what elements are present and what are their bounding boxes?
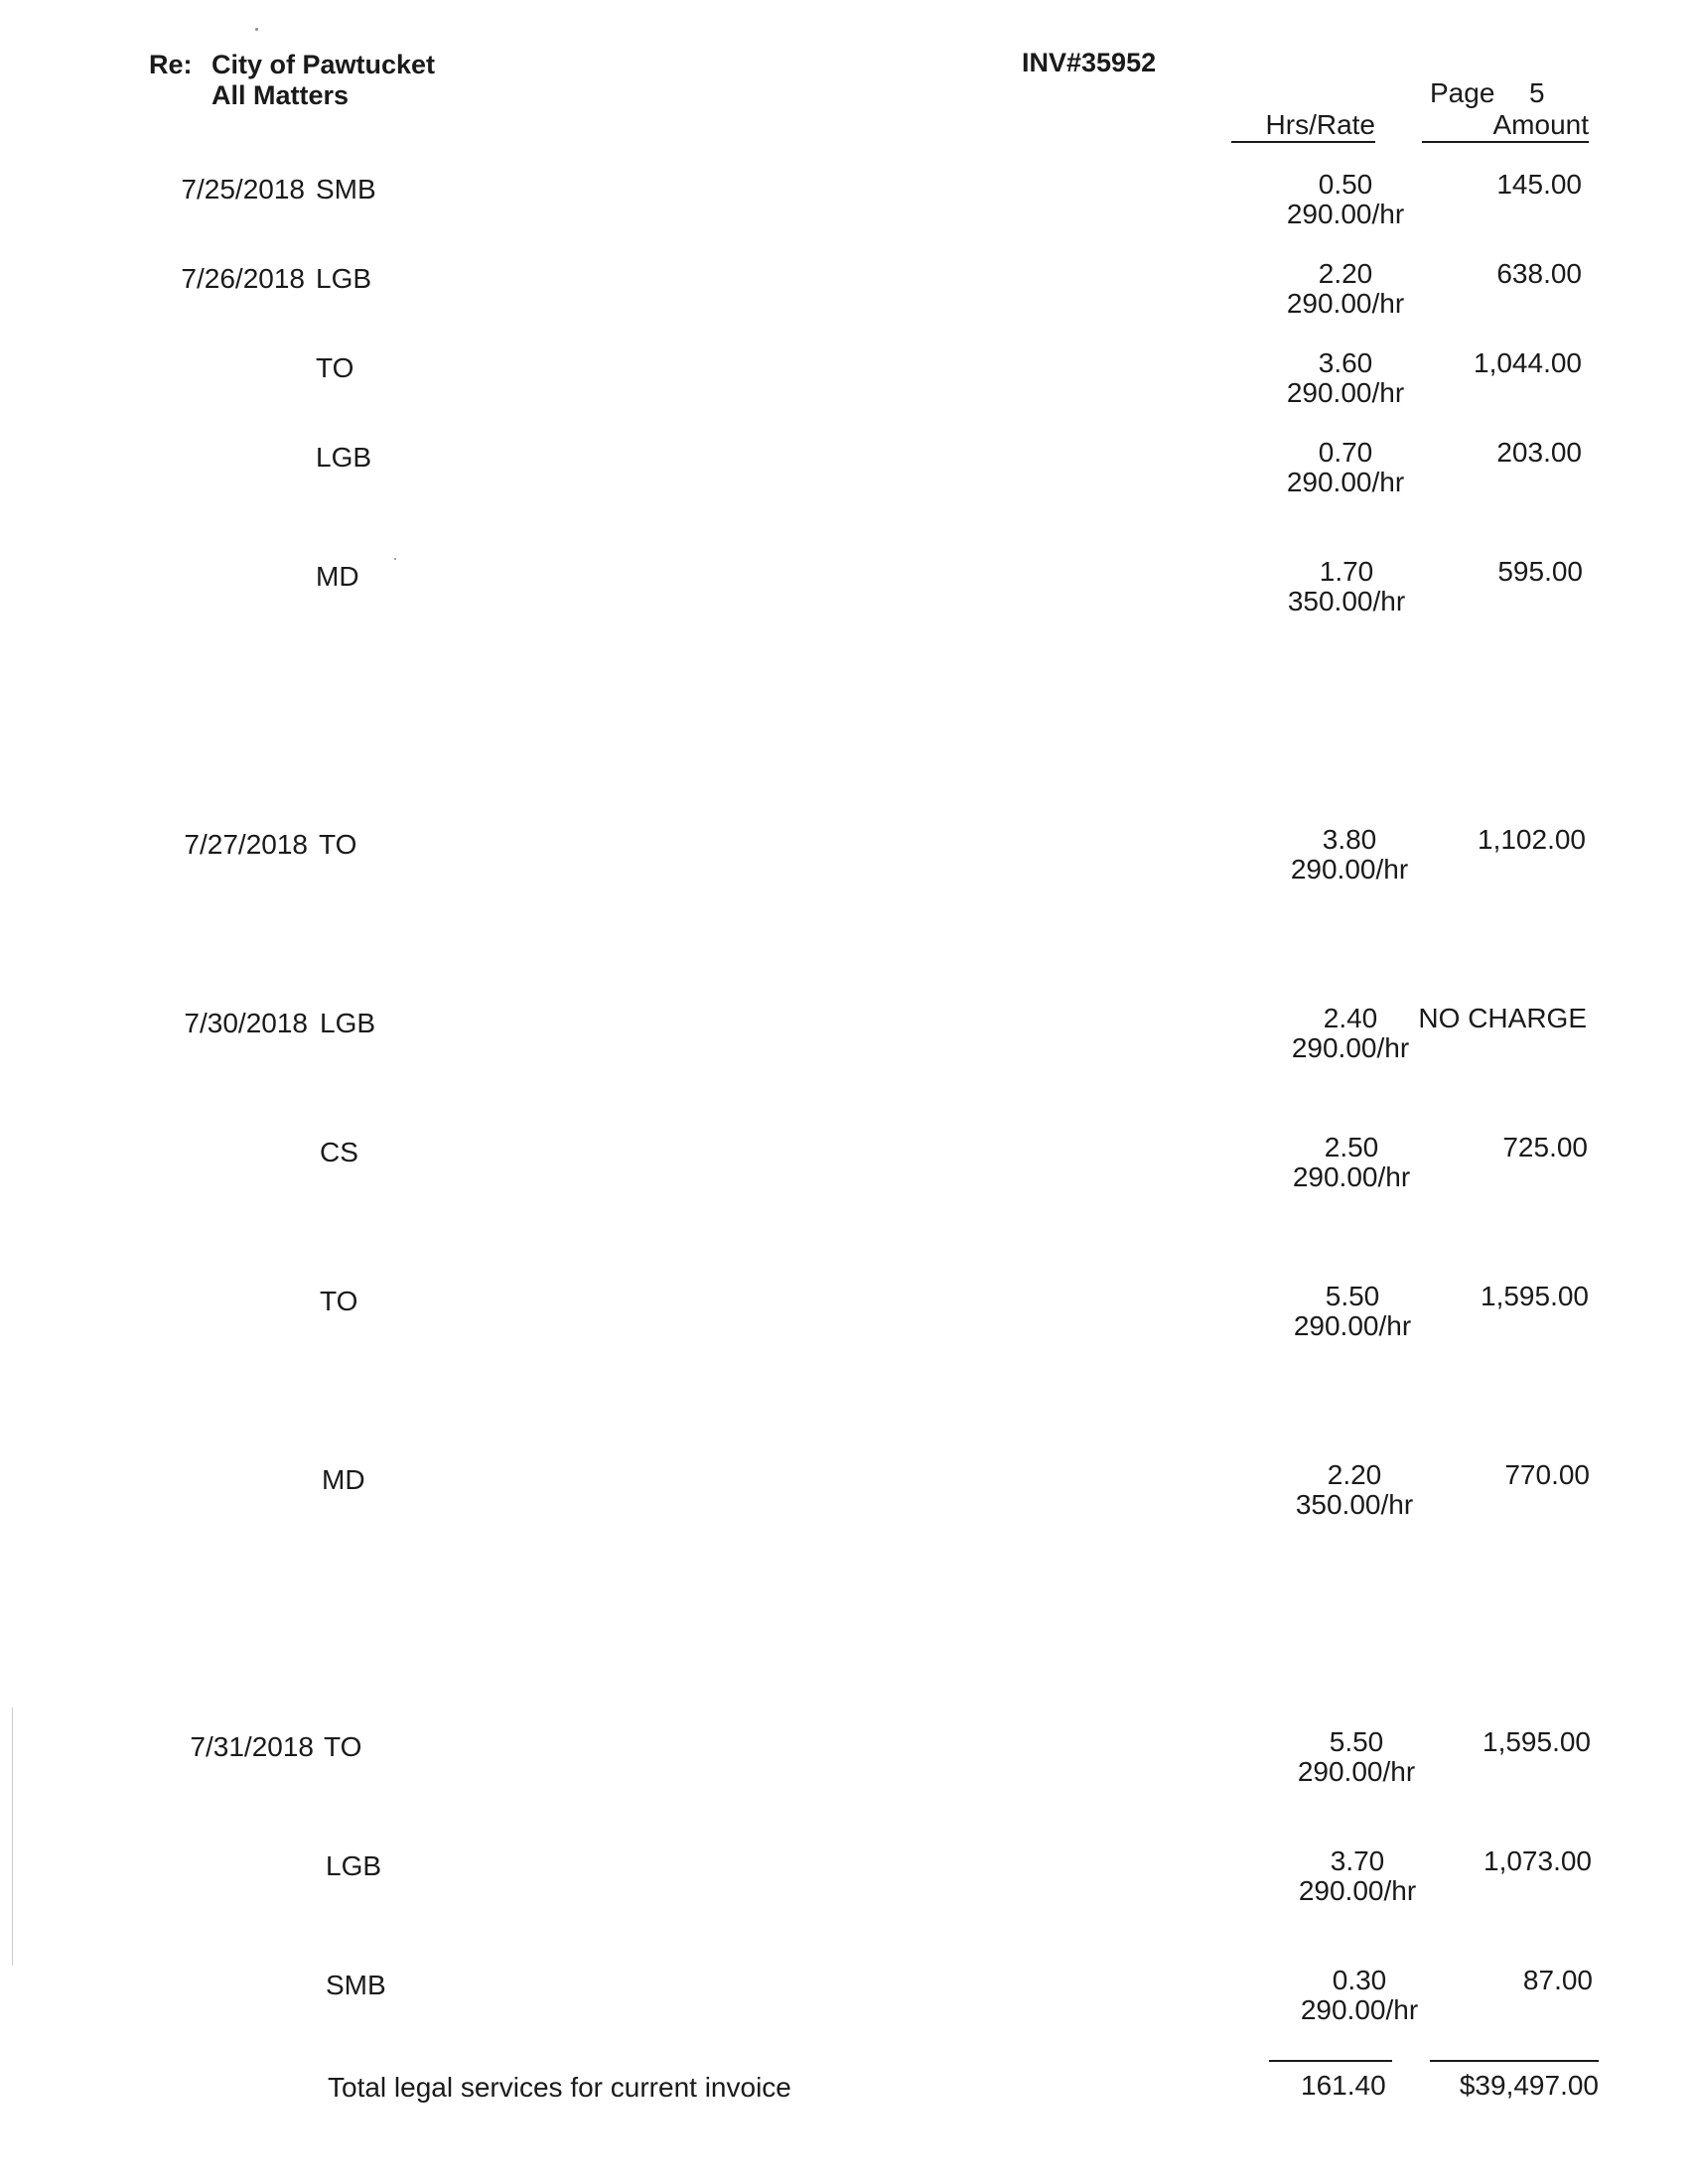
entry-hours: 3.60 — [1318, 347, 1373, 378]
entry-rate: 290.00/hr — [1291, 1032, 1410, 1063]
entry-hours: 2.20 — [1327, 1459, 1382, 1490]
entry-initials: TO — [320, 1286, 358, 1316]
entry-amount: 638.00 — [1496, 258, 1582, 289]
entry-rate: 290.00/hr — [1286, 467, 1405, 497]
entry-initials: LGB — [316, 442, 372, 473]
entry-initials: LGB — [316, 263, 372, 294]
entry-rate: 290.00/hr — [1286, 288, 1405, 319]
entry-amount: 203.00 — [1496, 437, 1582, 468]
client-name: City of Pawtucket — [212, 50, 436, 79]
matters-label: All Matters — [212, 80, 350, 110]
entry-amount: 1,595.00 — [1481, 1281, 1589, 1311]
entry-amount: 1,073.00 — [1483, 1845, 1592, 1876]
entry-date: 7/26/2018 — [181, 263, 305, 294]
entry-amount: 1,102.00 — [1478, 824, 1586, 855]
hrs-rate-header — [1231, 109, 1375, 143]
entry-rate: 290.00/hr — [1300, 1994, 1419, 2025]
scan-speck — [255, 28, 258, 31]
invoice-number: INV#35952 — [1022, 48, 1157, 77]
entry-initials: MD — [316, 561, 359, 592]
entry-initials: TO — [316, 352, 354, 383]
total-amount-rule — [1430, 2060, 1599, 2062]
entry-hours: 0.30 — [1332, 1965, 1387, 1995]
entry-initials: TO — [324, 1731, 362, 1762]
entry-hours: 5.50 — [1325, 1281, 1380, 1311]
entry-hours: 1.70 — [1319, 556, 1374, 587]
total-amount: $39,497.00 — [1459, 2070, 1599, 2101]
entry-hours: 5.50 — [1329, 1726, 1384, 1757]
entry-amount: 770.00 — [1504, 1459, 1590, 1490]
amount-header — [1422, 109, 1589, 143]
entry-hours: 3.70 — [1330, 1845, 1385, 1876]
entry-amount: 1,044.00 — [1474, 347, 1582, 378]
total-hours: 161.40 — [1301, 2070, 1386, 2101]
entry-rate: 290.00/hr — [1286, 377, 1405, 408]
entry-rate: 350.00/hr — [1287, 586, 1406, 616]
entry-initials: LGB — [326, 1850, 382, 1881]
entry-hours: 3.80 — [1322, 824, 1377, 855]
entry-rate: 290.00/hr — [1292, 1161, 1411, 1192]
amount-label: Amount — [1492, 109, 1589, 140]
entry-amount: NO CHARGE — [1418, 1003, 1587, 1033]
entry-initials: MD — [322, 1464, 365, 1495]
scan-speck — [394, 558, 396, 560]
entry-hours: 0.50 — [1318, 169, 1373, 200]
entry-initials: LGB — [320, 1008, 376, 1038]
entry-initials: CS — [320, 1137, 358, 1167]
hrs-rate-label: Hrs/Rate — [1265, 109, 1375, 140]
entry-date: 7/27/2018 — [184, 829, 308, 860]
entry-initials: SMB — [316, 174, 376, 205]
entry-amount: 595.00 — [1497, 556, 1583, 587]
page-label: Page — [1430, 77, 1495, 108]
page-number: 5 — [1529, 77, 1545, 108]
entry-rate: 290.00/hr — [1286, 199, 1405, 229]
entry-rate: 290.00/hr — [1293, 1310, 1412, 1341]
entry-rate: 290.00/hr — [1297, 1756, 1416, 1787]
entry-rate: 350.00/hr — [1295, 1489, 1414, 1520]
entry-initials: TO — [319, 829, 357, 860]
entry-amount: 145.00 — [1496, 169, 1582, 200]
re-label: Re: — [149, 50, 193, 79]
total-hours-rule — [1269, 2060, 1392, 2062]
entry-rate: 290.00/hr — [1290, 854, 1409, 885]
entry-hours: 2.20 — [1318, 258, 1373, 289]
scan-edge-line — [12, 1707, 13, 1966]
entry-amount: 725.00 — [1502, 1132, 1588, 1162]
total-label: Total legal services for current invoice — [328, 2072, 791, 2103]
entry-date: 7/30/2018 — [184, 1008, 308, 1038]
entry-hours: 2.40 — [1323, 1003, 1378, 1033]
entry-initials: SMB — [326, 1970, 386, 2000]
entry-rate: 290.00/hr — [1298, 1875, 1417, 1906]
entry-amount: 1,595.00 — [1483, 1726, 1591, 1757]
entry-hours: 0.70 — [1318, 437, 1373, 468]
entry-date: 7/31/2018 — [190, 1731, 314, 1762]
entry-amount: 87.00 — [1522, 1965, 1593, 1995]
entry-hours: 2.50 — [1324, 1132, 1379, 1162]
entry-date: 7/25/2018 — [181, 174, 305, 205]
